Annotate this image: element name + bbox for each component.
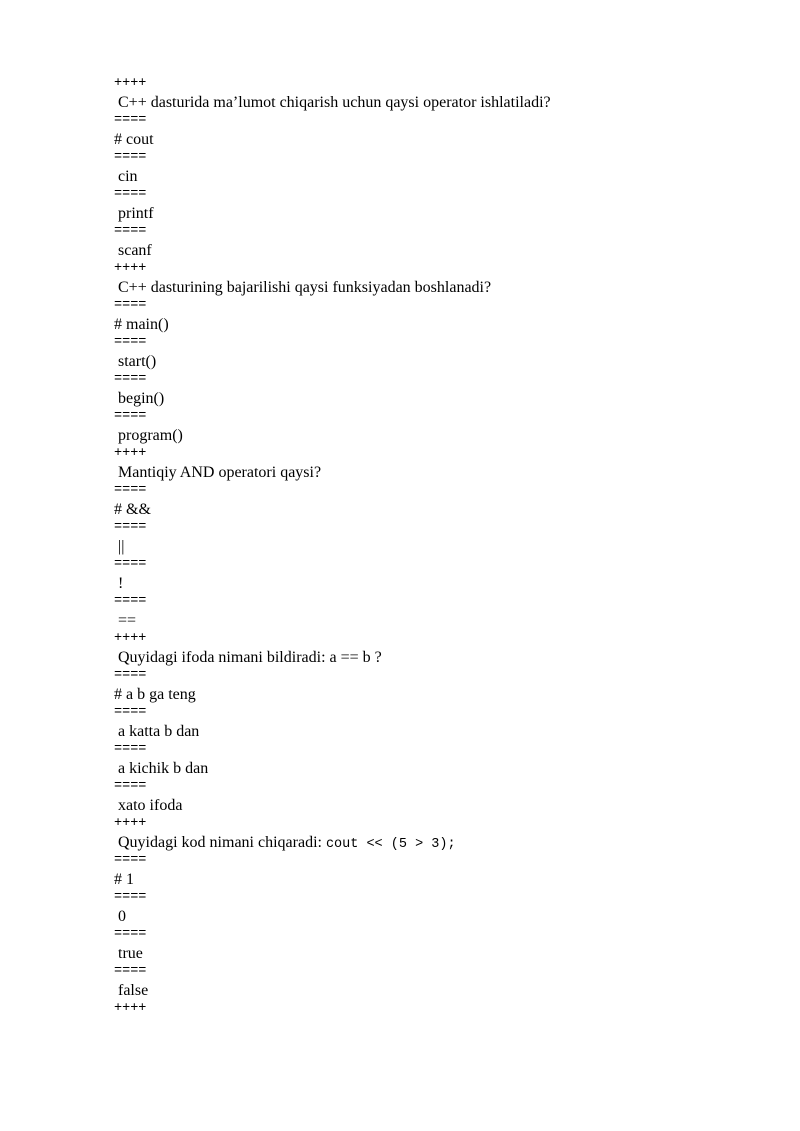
answer-option: || [114, 537, 125, 555]
answer-option: start() [114, 352, 157, 370]
question-block [114, 630, 764, 815]
question-marker: ++++ [114, 76, 147, 91]
question-block [114, 815, 764, 1000]
question-text [114, 834, 764, 853]
question-label: Quyidagi ifoda nimani bildiradi: a == b ? [114, 648, 382, 666]
answer-separator: ==== [114, 779, 147, 794]
answer-option: 0 [114, 907, 126, 925]
end-marker: ++++ [114, 1001, 147, 1016]
question-marker: ++++ [114, 816, 147, 831]
answer-separator: ==== [114, 335, 147, 350]
answer-option: xato ifoda [114, 796, 183, 814]
answer-separator: ==== [114, 298, 147, 313]
correct-answer: # 1 [114, 870, 134, 888]
answer-separator: ==== [114, 372, 147, 387]
question-marker: ++++ [114, 631, 147, 646]
answer-separator: ==== [114, 853, 147, 868]
answer-separator: ==== [114, 668, 147, 683]
question-text [114, 464, 764, 483]
answer-separator: ==== [114, 927, 147, 942]
answer-option: program() [114, 426, 183, 444]
question-block [114, 260, 764, 445]
document-page [114, 75, 764, 1019]
question-code: cout << (5 > 3); [325, 836, 456, 852]
answer-option: scanf [114, 241, 152, 259]
question-label: Quyidagi kod nimani chiqaradi: [114, 833, 326, 851]
answer-option: == [114, 611, 137, 629]
answer-option: a katta b dan [114, 722, 200, 740]
answer-separator: ==== [114, 890, 147, 905]
answer-option: a kichik b dan [114, 759, 209, 777]
correct-answer: # && [114, 500, 151, 518]
answer-option: ! [114, 574, 124, 592]
question-block [114, 445, 764, 630]
answer-separator: ==== [114, 150, 147, 165]
answer-separator: ==== [114, 483, 147, 498]
answer-separator: ==== [114, 557, 147, 572]
question-label: C++ dasturida ma’lumot chiqarish uchun qaysi operator ishlatiladi? [114, 93, 551, 111]
answer-separator: ==== [114, 187, 147, 202]
question-text [114, 279, 764, 298]
answer-separator: ==== [114, 409, 147, 424]
question-text [114, 94, 764, 113]
answer-option: false [114, 981, 149, 999]
answer-option: true [114, 944, 143, 962]
question-block [114, 75, 764, 260]
question-marker: ++++ [114, 261, 147, 276]
question-list [114, 75, 764, 1019]
question-label: C++ dasturining bajarilishi qaysi funksiyadan boshlanadi? [114, 278, 492, 296]
answer-separator: ==== [114, 594, 147, 609]
answer-option: printf [114, 204, 154, 222]
correct-answer: # cout [114, 130, 154, 148]
answer-separator: ==== [114, 520, 147, 535]
question-text [114, 649, 764, 668]
answer-separator: ==== [114, 964, 147, 979]
correct-answer: # main() [114, 315, 169, 333]
question-marker: ++++ [114, 446, 147, 461]
answer-option: cin [114, 167, 138, 185]
correct-answer: # a b ga teng [114, 685, 196, 703]
question-label: Mantiqiy AND operatori qaysi? [114, 463, 322, 481]
answer-option: begin() [114, 389, 165, 407]
answer-separator: ==== [114, 705, 147, 720]
answer-separator: ==== [114, 224, 147, 239]
answer-separator: ==== [114, 113, 147, 128]
answer-separator: ==== [114, 742, 147, 757]
